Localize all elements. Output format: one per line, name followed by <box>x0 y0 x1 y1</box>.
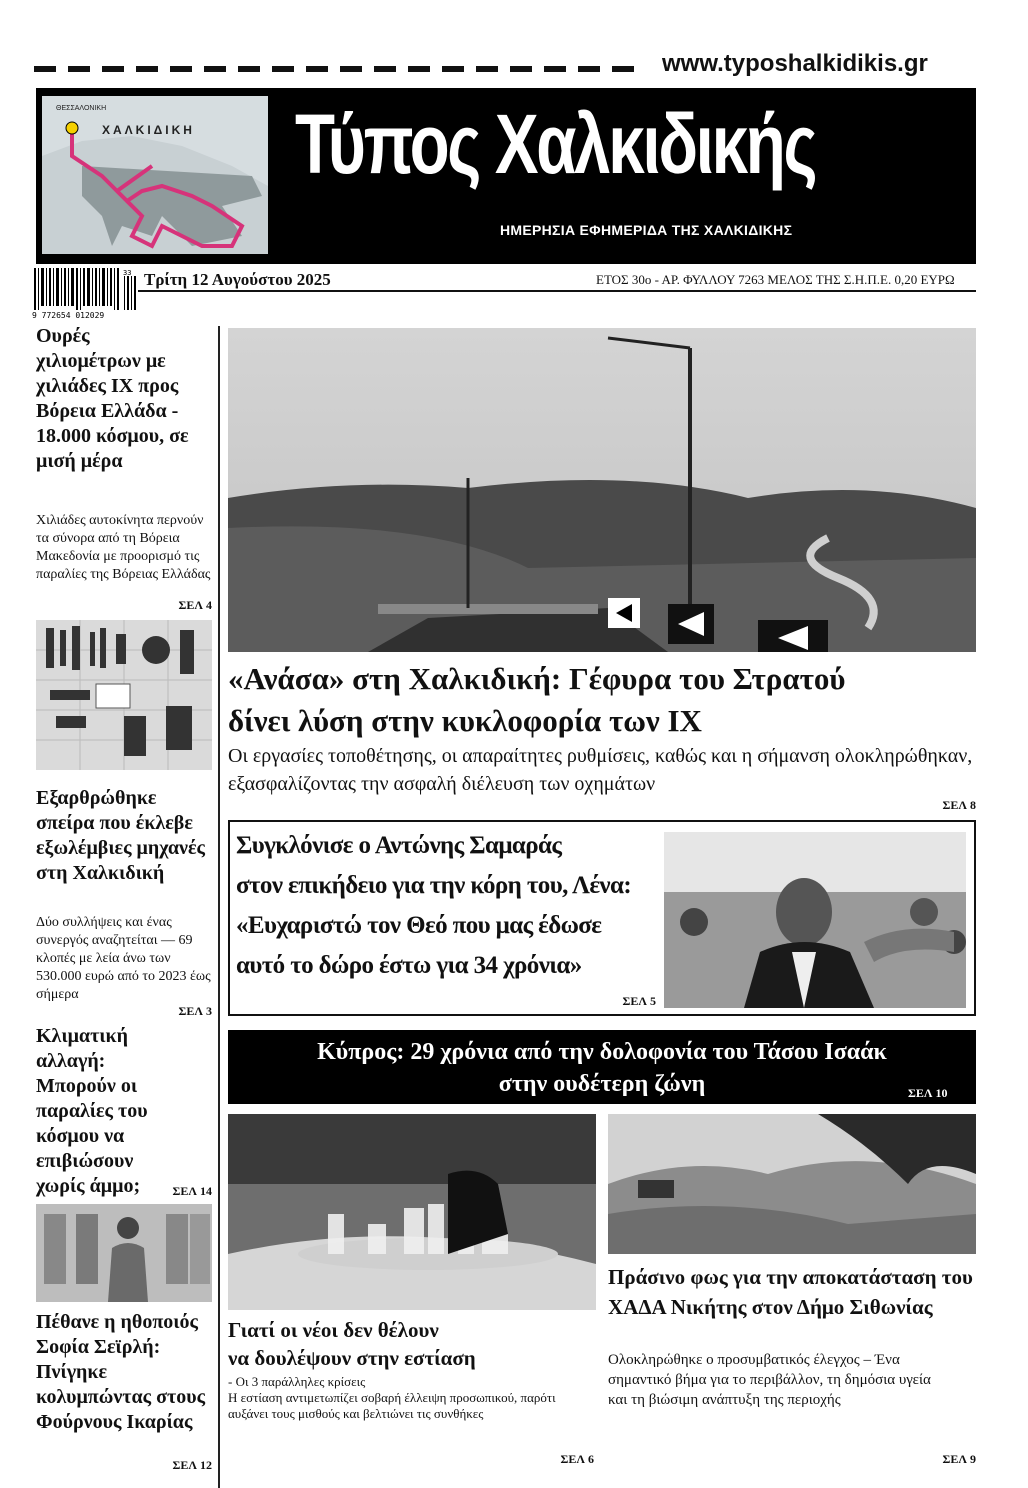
cyprus-page-ref: ΣΕΛ 10 <box>908 1086 948 1100</box>
left-headline-4[interactable]: Πέθανε η ηθοποιός Σοφία Σεϊρλή: Πνίγηκε κολυμπώντας στους Φούρνους Ικαρίας <box>36 1311 206 1433</box>
landfill-page-ref: ΣΕΛ 9 <box>942 1452 976 1466</box>
samaras-line-4: αυτό το δώρο έστω για 34 χρόνια» <box>236 952 582 979</box>
landfill-headline[interactable]: Πράσινο φως για την αποκατάσταση του ΧΑΔΑ Νικήτης στον Δήμο Σιθωνίας <box>608 1265 973 1319</box>
chalkidiki-map <box>42 96 268 254</box>
svg-text:9 772654 012029: 9 772654 012029 <box>32 311 105 318</box>
bridge-photo <box>228 328 976 652</box>
actress-photo <box>36 1204 212 1302</box>
hospitality-page-ref: ΣΕΛ 6 <box>560 1452 594 1466</box>
left-sub-1: Χιλιάδες αυτοκίνητα περνούν τα σύνορα από τη Βόρεια Μακεδονία με προορισμό τις παραλίες της Βόρειας Ελλάδας <box>36 513 211 582</box>
barcode <box>30 268 138 318</box>
column-divider <box>218 326 220 1488</box>
cyprus-line-2: στην ουδέτερη ζώνη <box>498 1071 706 1097</box>
main-page-ref: ΣΕΛ 8 <box>942 798 976 812</box>
tools-photo <box>36 620 212 770</box>
svg-text:ΧΑΛΚΙΔΙΚΗ: ΧΑΛΚΙΔΙΚΗ <box>102 123 195 137</box>
newspaper-subtitle: ΗΜΕΡΗΣΙΑ ΕΦΗΜΕΡΙΔΑ ΤΗΣ ΧΑΛΚΙΔΙΚΗΣ <box>500 222 793 238</box>
cyprus-banner[interactable] <box>228 1030 976 1104</box>
samaras-line-3: «Ευχαριστώ τον Θεό που μας έδωσε <box>236 912 602 939</box>
cyprus-line-1: Κύπρος: 29 χρόνια από την δολοφονία του Τάσου Ισαάκ <box>317 1039 887 1065</box>
hospitality-sub: Η εστίαση αντιμετωπίζει σοβαρή έλλειψη προσωπικού, παρότι αυξάνει τους μισθούς και βελτιώνει τις συνθήκες <box>228 1390 556 1421</box>
website-url[interactable]: www.typoshalkidikis.gr <box>662 50 928 77</box>
issue-info: ΕΤΟΣ 30ο - ΑΡ. ΦΥΛΛΟΥ 7263 ΜΕΛΟΣ ΤΗΣ Σ.Η.Π.Ε. 0,20 ΕΥΡΩ <box>596 272 955 287</box>
hospitality-headline-line1: Γιατί οι νέοι δεν θέλουν <box>228 1318 439 1342</box>
svg-text:ΘΕΣΣΑΛΟΝΙΚΗ: ΘΕΣΣΑΛΟΝΙΚΗ <box>56 105 107 112</box>
issue-date: Τρίτη 12 Αυγούστου 2025 <box>144 270 331 289</box>
samaras-headline[interactable] <box>236 826 666 986</box>
left-headline-1[interactable]: Ουρές χιλιομέτρων με χιλιάδες ΙΧ προς Βόρεια Ελλάδα - 18.000 κόσμου, σε μισή μέρα <box>36 325 189 472</box>
svg-text:33: 33 <box>123 269 132 277</box>
left-headline-2[interactable]: Εξαρθρώθηκε σπείρα που έκλεβε εξωλέμβιες μηχανές στη Χαλκιδική <box>36 787 205 884</box>
samaras-page-ref: ΣΕΛ 5 <box>622 994 656 1008</box>
landfill-photo <box>608 1114 976 1254</box>
samaras-line-1: Συγκλόνισε ο Αντώνης Σαμαράς <box>236 832 562 859</box>
main-headline-line1[interactable]: «Ανάσα» στη Χαλκιδική: Γέφυρα του Στρατού <box>228 661 846 696</box>
hospitality-kicker: - Οι 3 παράλληλες κρίσεις <box>228 1374 366 1389</box>
main-subheadline: Οι εργασίες τοποθέτησης, οι απαραίτητες ρυθμίσεις, καθώς και η σήμανση ολοκληρώθηκαν, εξασφαλίζοντας την ασφαλή διέλευση των οχημάτων <box>228 745 973 795</box>
left-headline-3[interactable]: Κλιματική αλλαγή: Μπορούν οι παραλίες του κόσμου να επιβιώσουν χωρίς άμμο; <box>36 1025 148 1197</box>
hospitality-headline[interactable] <box>228 1316 596 1372</box>
page-ref-2: ΣΕΛ 3 <box>178 1004 212 1018</box>
page-ref-4: ΣΕΛ 12 <box>172 1458 212 1472</box>
page-ref-3: ΣΕΛ 14 <box>172 1184 212 1198</box>
main-headline[interactable] <box>228 658 846 742</box>
main-headline-line2[interactable]: δίνει λύση στην κυκλοφορία των ΙΧ <box>228 703 702 738</box>
header-rule <box>138 290 976 292</box>
dashed-rule <box>34 66 656 74</box>
newspaper-title: Τύπος Χαλκιδικής <box>294 97 816 191</box>
left-sub-2: Δύο συλλήψεις και ένας συνεργός αναζητείται — 69 κλοπές με λεία άνω των 530.000 ευρώ από το 2023 έως σήμερα <box>36 915 211 1002</box>
hospitality-headline-line2: να δουλέψουν στην εστίαση <box>228 1346 476 1370</box>
samaras-photo <box>664 832 966 1008</box>
landfill-sub: Ολοκληρώθηκε ο προσυμβατικός έλεγχος – Ένα σημαντικό βήμα για το περιβάλλον, τη δημόσια υγεία και τη βιώσιμη ανάπτυξη της περιοχής <box>608 1352 931 1408</box>
waiter-photo <box>228 1114 596 1310</box>
page-ref-1: ΣΕΛ 4 <box>178 598 212 612</box>
samaras-line-2: στον επικήδειο για την κόρη του, Λένα: <box>236 872 632 899</box>
